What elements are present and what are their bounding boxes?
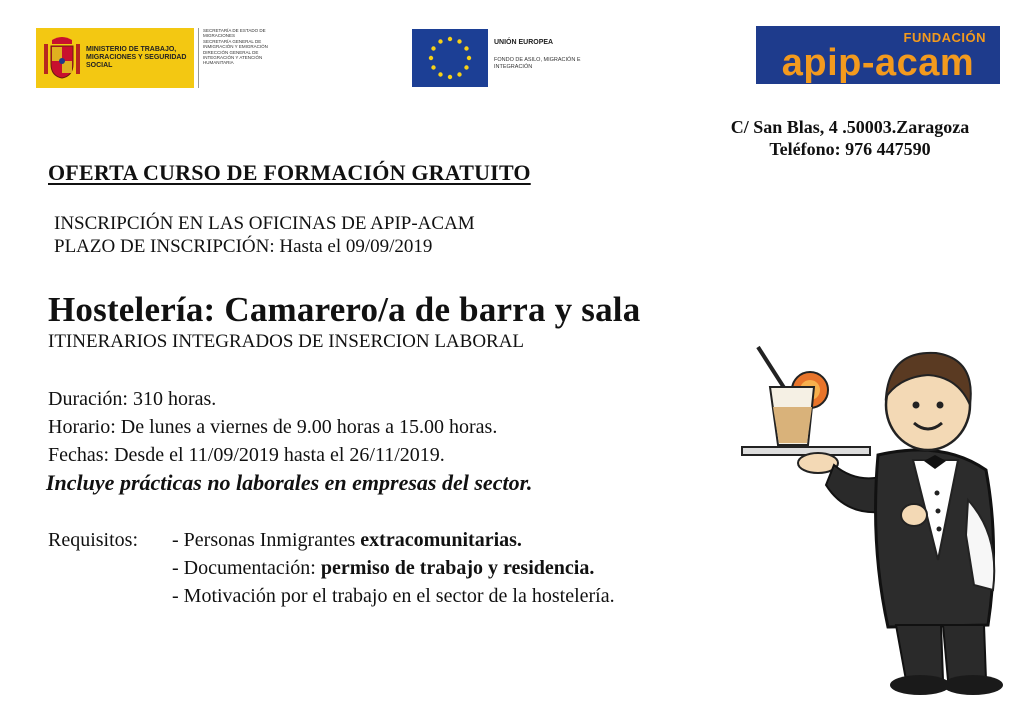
eu-star-icon: [429, 56, 433, 60]
ministerio-name: MINISTERIO DE TRABAJO, MIGRACIONES Y SEGURIDAD SOCIAL: [86, 46, 187, 69]
eu-star-icon: [438, 72, 442, 76]
eu-star-icon: [431, 65, 435, 69]
requirements-list: [172, 526, 615, 610]
eu-star-icon: [457, 39, 461, 43]
eu-star-icon: [467, 56, 471, 60]
waiter-illustration: [738, 335, 1008, 700]
deadline-label: PLAZO DE INSCRIPCIÓN:: [54, 236, 275, 257]
course-subtitle: ITINERARIOS INTEGRADOS DE INSERCION LABORAL: [48, 331, 525, 352]
contact-address: [700, 116, 1000, 160]
eu-star-icon: [464, 65, 468, 69]
course-details: [48, 385, 497, 469]
eu-star-icon: [464, 46, 468, 50]
eu-logo: [412, 29, 602, 87]
eu-star-icon: [431, 46, 435, 50]
eu-star-icon: [448, 37, 452, 41]
dates: Fechas: Desde el 11/09/2019 hasta el 26/11/2019.: [48, 444, 445, 466]
practice-note: Incluye prácticas no laborales en empresas del sector.: [46, 470, 533, 495]
requirements-label: Requisitos:: [48, 529, 139, 551]
duration: Duración: 310 horas.: [48, 388, 217, 410]
enrollment-deadline: [54, 235, 475, 258]
requirement-item: - Personas Inmigrantes extracomunitarias.: [172, 529, 522, 551]
eu-subtitle: FONDO DE ASILO, MIGRACIÓN E INTEGRACIÓN: [494, 57, 581, 70]
phone-number: Teléfono: 976 447590: [769, 139, 931, 159]
requirement-item: - Motivación por el trabajo en el sector de la hostelería.: [172, 585, 615, 607]
eu-flag-icon: [412, 29, 488, 87]
eu-title: UNIÓN EUROPEA: [494, 39, 554, 46]
enrollment-info: [54, 212, 475, 258]
eu-star-icon: [457, 72, 461, 76]
requirement-item: - Documentación: permiso de trabajo y residencia.: [172, 557, 595, 579]
offer-title: OFERTA CURSO DE FORMACIÓN GRATUITO: [48, 160, 531, 185]
ministerio-secretaria-text: SECRETARÍA DE ESTADO DE MIGRACIONES SECRETARÍA GENERAL DE INMIGRACIÓN Y EMIGRACIÓN DIRECCIÓN GENERAL DE INTEGRACIÓN Y ATENCIÓN HUMANITARIA: [198, 28, 268, 88]
street-address: C/ San Blas, 4 .50003.Zaragoza: [730, 117, 970, 137]
deadline-value: Hasta el 09/09/2019: [279, 236, 433, 257]
ministerio-logo: [36, 28, 268, 88]
schedule: Horario: De lunes a viernes de 9.00 horas a 15.00 horas.: [48, 416, 498, 438]
spain-coat-of-arms-icon: [42, 34, 82, 82]
eu-star-icon: [438, 39, 442, 43]
enrollment-location: INSCRIPCIÓN EN LAS OFICINAS DE APIP-ACAM: [54, 213, 475, 234]
eu-star-icon: [448, 75, 452, 79]
course-title: Hostelería: Camarero/a de barra y sala: [48, 290, 641, 329]
apip-acam-logo: [756, 26, 1000, 84]
apip-acam-name: apip-acam: [781, 42, 975, 84]
fundacion-label: FUNDACIÓN: [903, 30, 986, 45]
